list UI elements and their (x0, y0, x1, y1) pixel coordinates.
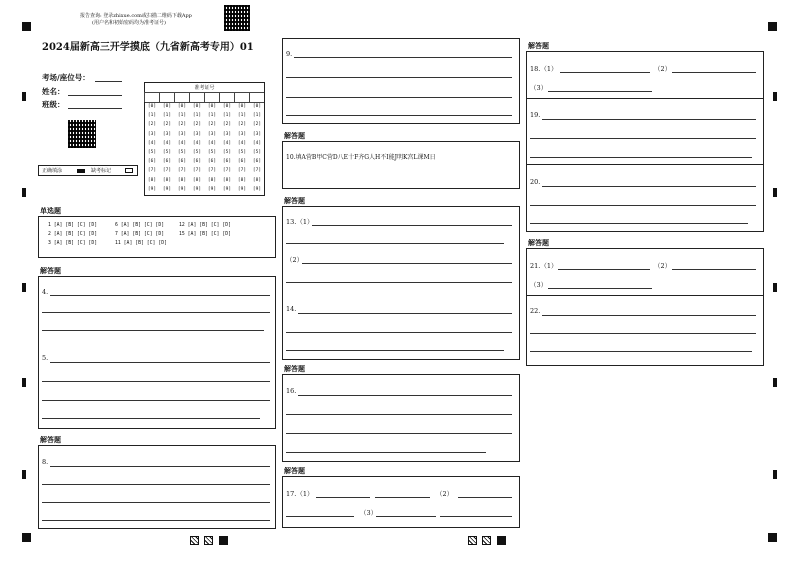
exam-id-bubble[interactable]: [3] (162, 131, 172, 137)
exam-id-bubble[interactable]: [4] (222, 140, 232, 146)
answer-line[interactable] (558, 269, 650, 270)
exam-id-bubble[interactable]: [9] (207, 186, 217, 192)
q18-2-label: （2） (654, 65, 672, 73)
exam-id-bubble[interactable]: [2] (162, 122, 172, 128)
answer-section-title: 解答题 (284, 466, 305, 475)
exam-id-bubble[interactable]: [8] (237, 177, 247, 183)
student-qr-code-icon (68, 120, 96, 148)
q8-label: 8. (42, 458, 49, 466)
correct-fill-swatch (77, 169, 85, 173)
exam-id-bubble[interactable]: [7] (222, 168, 232, 174)
answer-section-title: 解答题 (284, 131, 305, 140)
answer-line[interactable] (530, 223, 748, 224)
choice-q7[interactable]: 7 [A] [B] [C] [D] (115, 232, 165, 237)
exam-room-label: 考场/座位号： (42, 73, 90, 82)
exam-id-bubble[interactable]: [5] (192, 150, 202, 155)
choice-q6[interactable]: 6 [A] [B] [C] [D] (115, 223, 165, 228)
answer-line[interactable] (294, 57, 512, 58)
choice-q11[interactable]: 11 [A] [B] [C] [D] (115, 241, 167, 246)
timing-mark (22, 283, 26, 292)
answer-line[interactable] (530, 333, 756, 334)
exam-id-bubble[interactable]: [6] (177, 159, 187, 165)
answer-line[interactable] (286, 452, 486, 453)
grid-column-divider (174, 92, 175, 102)
exam-id-bubble[interactable]: [7] (162, 168, 172, 174)
absent-mark-label: 缺考标记 (91, 168, 112, 174)
corner-mark-tl (22, 22, 31, 31)
grid-column-divider (159, 92, 160, 102)
exam-id-bubble[interactable]: [7] (207, 168, 217, 174)
exam-id-bubble[interactable]: [1] (237, 113, 247, 119)
answer-line[interactable] (42, 312, 270, 313)
answer-line[interactable] (312, 225, 512, 226)
exam-id-bubble[interactable]: [2] (237, 122, 247, 128)
exam-id-bubble[interactable]: [9] (252, 186, 262, 192)
answer-line[interactable] (302, 263, 512, 264)
exam-id-bubble[interactable]: [0] (162, 104, 172, 109)
exam-id-bubble[interactable]: [5] (177, 150, 187, 155)
exam-id-bubble[interactable]: [0] (147, 104, 157, 109)
answer-line[interactable] (458, 497, 512, 498)
answer-box-q13-q14 (282, 206, 520, 360)
q9-label: 9. (286, 50, 293, 58)
exam-id-bubble[interactable]: [8] (147, 177, 157, 183)
q21-label: 21.（1） (530, 262, 558, 270)
exam-id-bubble[interactable]: [3] (252, 131, 262, 137)
answer-line[interactable] (548, 288, 652, 289)
exam-id-bubble[interactable]: [9] (237, 186, 247, 192)
exam-id-bubble[interactable]: [1] (147, 113, 157, 119)
q18-label: 18.（1） (530, 65, 558, 73)
answer-line[interactable] (286, 282, 512, 283)
answer-line[interactable] (548, 91, 652, 92)
answer-line[interactable] (542, 119, 756, 120)
answer-line[interactable] (672, 269, 756, 270)
exam-id-bubble[interactable]: [0] (252, 104, 262, 109)
answer-line[interactable] (298, 313, 512, 314)
exam-id-bubble[interactable]: [3] (147, 131, 157, 137)
answer-line[interactable] (375, 497, 430, 498)
name-label: 姓名： (42, 87, 65, 96)
q5-label: 5. (42, 354, 49, 362)
timing-mark (773, 283, 777, 292)
q17-3-label: （3） (360, 509, 378, 517)
exam-id-bubble[interactable]: [7] (252, 168, 262, 174)
answer-line[interactable] (440, 516, 512, 517)
exam-id-bubble[interactable]: [5] (237, 150, 247, 155)
answer-line[interactable] (42, 502, 270, 503)
answer-section-title: 解答题 (528, 238, 549, 247)
exam-id-bubble[interactable]: [1] (177, 113, 187, 119)
answer-box-q17 (282, 476, 520, 528)
exam-id-bubble[interactable]: [4] (192, 140, 202, 146)
single-choice-title: 单选题 (40, 206, 61, 215)
choice-q12[interactable]: 12 [A] [B] [C] [D] (179, 223, 231, 228)
answer-line[interactable] (286, 77, 512, 78)
exam-id-bubble[interactable]: [1] (192, 113, 202, 119)
answer-section-title: 解答题 (284, 196, 305, 205)
exam-id-bubble[interactable]: [7] (192, 168, 202, 174)
exam-id-bubble[interactable]: [2] (252, 122, 262, 128)
grid-column-divider (189, 92, 190, 102)
exam-id-bubble[interactable]: [1] (162, 113, 172, 119)
q14-label: 14. (286, 305, 297, 313)
absent-mark-box[interactable] (125, 168, 133, 173)
exam-id-bubble[interactable]: [5] (222, 150, 232, 155)
answer-line[interactable] (376, 516, 436, 517)
exam-id-bubble[interactable]: [3] (192, 131, 202, 137)
timing-mark (773, 188, 777, 197)
page-check-mark (497, 536, 506, 545)
q17-2-label: （2） (436, 490, 454, 498)
q22-label: 22. (530, 307, 541, 315)
timing-mark (773, 92, 777, 101)
timing-mark (773, 378, 777, 387)
answer-line[interactable] (530, 157, 752, 158)
answer-section-title: 解答题 (40, 435, 61, 444)
corner-mark-tr (768, 22, 777, 31)
exam-id-bubble[interactable]: [1] (207, 113, 217, 119)
page-check-mark (219, 536, 228, 545)
answer-line[interactable] (560, 72, 650, 73)
page-check-box (190, 536, 199, 545)
class-label: 班级： (42, 100, 65, 109)
timing-mark (22, 188, 26, 197)
choice-q3[interactable]: 3 [A] [B] [C] [D] (48, 241, 98, 246)
q21-2-label: （2） (654, 262, 672, 270)
answer-line[interactable] (42, 381, 270, 382)
timing-mark (22, 470, 26, 479)
answer-section-title: 解答题 (40, 266, 61, 275)
q10-label: 10.填A营B甲C营D八E十F齐G人H不I能J明K宫L课M日 (286, 154, 436, 161)
exam-room-field[interactable] (95, 81, 122, 82)
answer-box-q21-q22 (526, 248, 764, 366)
choice-q15[interactable]: 15 [A] [B] [C] [D] (179, 232, 231, 237)
answer-box-q9 (282, 38, 520, 124)
exam-id-bubble[interactable]: [2] (177, 122, 187, 128)
exam-id-bubble[interactable]: [9] (222, 186, 232, 192)
answer-line[interactable] (42, 400, 270, 401)
exam-id-bubble[interactable]: [3] (177, 131, 187, 137)
exam-id-bubble[interactable]: [4] (252, 140, 262, 146)
exam-id-bubble[interactable]: [5] (147, 150, 157, 155)
timing-mark (773, 470, 777, 479)
answer-line[interactable] (42, 418, 260, 419)
exam-id-bubble[interactable]: [2] (222, 122, 232, 128)
answer-line[interactable] (50, 466, 270, 467)
exam-id-bubble[interactable]: [1] (252, 113, 262, 119)
grid-column-divider (144, 92, 145, 102)
corner-mark-bl (22, 533, 31, 542)
answer-line[interactable] (530, 351, 752, 352)
exam-id-bubble[interactable]: [6] (147, 159, 157, 165)
answer-box-q16 (282, 374, 520, 462)
grid-column-divider (249, 92, 250, 102)
q16-label: 16. (286, 387, 297, 395)
answer-line[interactable] (286, 97, 512, 98)
answer-line[interactable] (286, 332, 512, 333)
q4-label: 4. (42, 288, 49, 296)
answer-line[interactable] (316, 497, 370, 498)
page-check-box (468, 536, 477, 545)
exam-id-bubble[interactable]: [0] (177, 104, 187, 109)
answer-line[interactable] (286, 115, 512, 116)
exam-id-bubble[interactable]: [0] (222, 104, 232, 109)
answer-line[interactable] (672, 72, 756, 73)
answer-line[interactable] (42, 520, 270, 521)
exam-id-bubble[interactable]: [8] (207, 177, 217, 183)
choice-q1[interactable]: 1 [A] [B] [C] [D] (48, 223, 98, 228)
exam-id-bubble[interactable]: [2] (207, 122, 217, 128)
answer-line[interactable] (542, 315, 756, 316)
answer-line[interactable] (542, 186, 756, 187)
q13-2-label: （2） (286, 256, 304, 264)
q21-3-label: （3） (530, 281, 548, 289)
grid-column-divider (234, 92, 235, 102)
exam-id-bubble[interactable]: [0] (207, 104, 217, 109)
exam-id-bubble[interactable]: [9] (147, 186, 157, 192)
answer-line[interactable] (286, 243, 504, 244)
exam-id-bubble[interactable]: [7] (237, 168, 247, 174)
exam-id-bubble[interactable]: [3] (222, 131, 232, 137)
report-note-line1: 报告查询: 登录zhixue.com或扫描二维码下载App (80, 13, 192, 19)
exam-id-bubble[interactable]: [7] (147, 168, 157, 174)
answer-line[interactable] (286, 433, 512, 434)
exam-id-bubble[interactable]: [8] (252, 177, 262, 183)
answer-box-q4-q5 (38, 276, 276, 429)
exam-id-bubble[interactable]: [0] (192, 104, 202, 109)
answer-box-q10 (282, 141, 520, 189)
answer-line[interactable] (50, 362, 270, 363)
exam-id-bubble[interactable]: [5] (207, 150, 217, 155)
q17-label: 17.（1） (286, 490, 314, 498)
exam-id-bubble[interactable]: [0] (237, 104, 247, 109)
grid-column-divider (204, 92, 205, 102)
exam-id-bubble[interactable]: [8] (192, 177, 202, 183)
page-check-box (204, 536, 213, 545)
correct-fill-label: 正确填涂 (42, 168, 63, 174)
timing-mark (22, 378, 26, 387)
q13-label: 13.（1） (286, 218, 314, 226)
page-check-box (482, 536, 491, 545)
exam-id-bubble[interactable]: [9] (177, 186, 187, 192)
answer-line[interactable] (530, 205, 756, 206)
answer-line[interactable] (286, 414, 512, 415)
answer-line[interactable] (298, 395, 512, 396)
exam-id-bubble[interactable]: [6] (192, 159, 202, 165)
exam-id-bubble[interactable]: [4] (237, 140, 247, 146)
exam-id-bubble[interactable]: [9] (162, 186, 172, 192)
timing-mark (22, 92, 26, 101)
exam-id-bubble[interactable]: [7] (177, 168, 187, 174)
exam-id-bubble[interactable]: [6] (252, 159, 262, 165)
exam-id-bubble[interactable]: [8] (177, 177, 187, 183)
exam-id-bubble[interactable]: [4] (177, 140, 187, 146)
exam-id-bubble[interactable]: [6] (222, 159, 232, 165)
exam-id-bubble[interactable]: [4] (162, 140, 172, 146)
report-note-line2: (用户名和初始密码均为准考证号) (92, 20, 166, 26)
answer-line[interactable] (286, 516, 354, 517)
grid-column-divider (219, 92, 220, 102)
exam-id-bubble[interactable]: [2] (192, 122, 202, 128)
exam-id-bubble[interactable]: [8] (162, 177, 172, 183)
q18-3-label: （3） (530, 84, 548, 92)
exam-id-bubble[interactable]: [3] (207, 131, 217, 137)
answer-line[interactable] (286, 350, 504, 351)
exam-id-bubble[interactable]: [4] (147, 140, 157, 146)
page-title: 2024届新高三开学摸底（九省新高考专用）01 (42, 42, 254, 53)
exam-id-bubble[interactable]: [5] (252, 150, 262, 155)
answer-section-title: 解答题 (284, 364, 305, 373)
answer-box-q8 (38, 445, 276, 529)
exam-id-bubble[interactable]: [9] (192, 186, 202, 192)
answer-line[interactable] (42, 330, 264, 331)
exam-id-bubble[interactable]: [2] (147, 122, 157, 128)
app-qr-code-icon[interactable] (224, 5, 250, 31)
name-field[interactable] (68, 95, 122, 96)
q19-label: 19. (530, 111, 541, 119)
exam-id-bubble[interactable]: [6] (237, 159, 247, 165)
exam-id-bubble[interactable]: [6] (207, 159, 217, 165)
answer-line[interactable] (42, 484, 270, 485)
answer-section-title: 解答题 (528, 41, 549, 50)
exam-id-bubble[interactable]: [6] (162, 159, 172, 165)
q20-label: 20. (530, 178, 541, 186)
exam-id-bubble[interactable]: [1] (222, 113, 232, 119)
choice-q2[interactable]: 2 [A] [B] [C] [D] (48, 232, 98, 237)
answer-line[interactable] (50, 295, 270, 296)
corner-mark-br (768, 533, 777, 542)
exam-id-bubble[interactable]: [3] (237, 131, 247, 137)
exam-id-bubble[interactable]: [4] (207, 140, 217, 146)
legend-box (38, 165, 138, 176)
exam-id-bubble[interactable]: [8] (222, 177, 232, 183)
exam-id-label: 准考证号 (194, 85, 215, 91)
class-field[interactable] (68, 108, 122, 109)
exam-id-bubble[interactable]: [5] (162, 150, 172, 155)
answer-line[interactable] (530, 138, 756, 139)
